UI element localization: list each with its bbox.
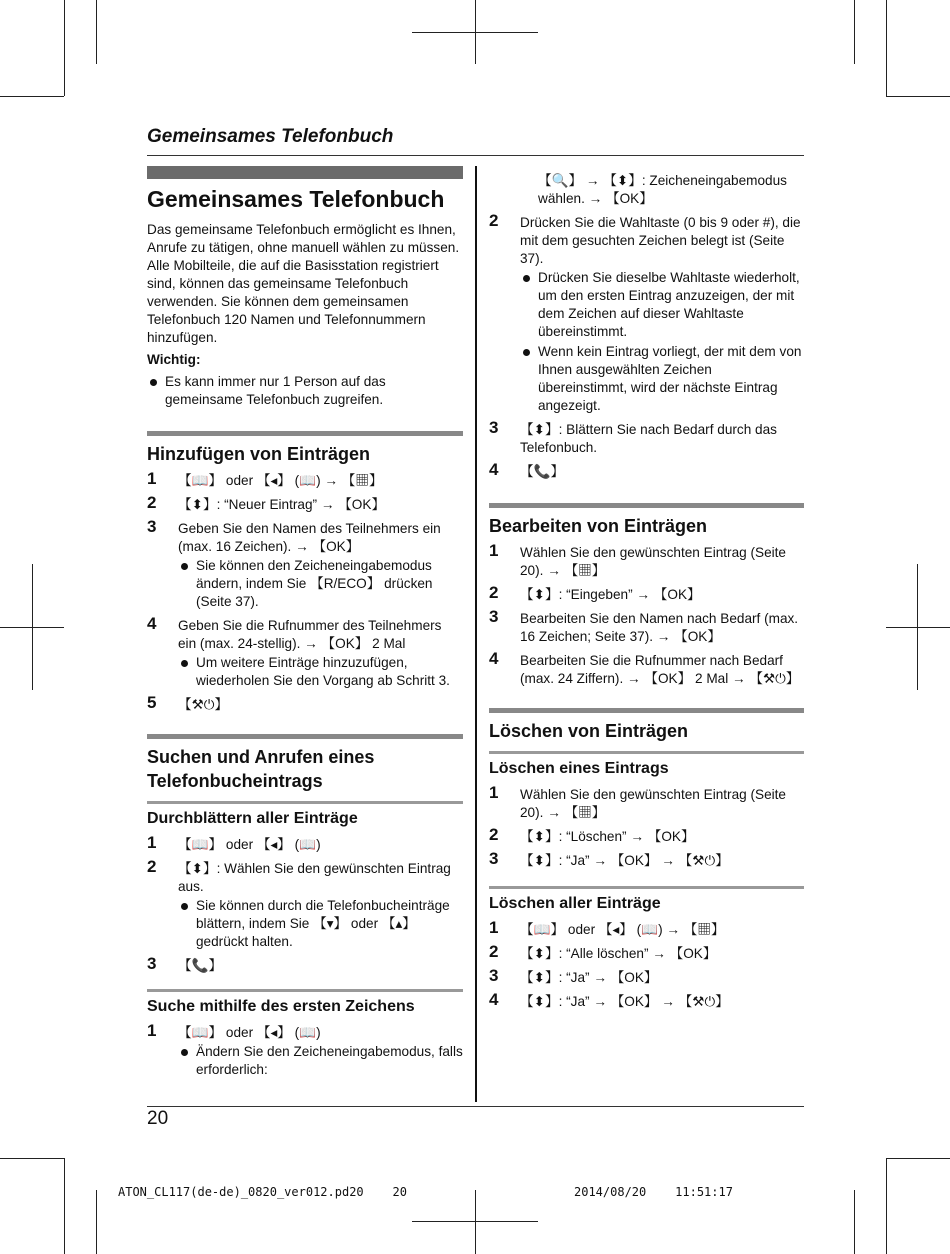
delete-one-heading: Löschen eines Eintrags	[489, 751, 804, 780]
intro-text: Das gemeinsame Telefonbuch ermöglicht es Ihnen, Anrufe zu tätigen, ohne manuell wählen zu müssen. Alle Mobilteile, die auf die Basisstation registriert sind, können das gemeinsame Telefonbuch verwenden. Sie können dem gemeinsamen Telefonbuch 120 Namen und Telefonnummern hinzufügen.	[147, 222, 460, 345]
running-header: Gemeinsames Telefonbuch	[147, 126, 394, 147]
crop-mark	[0, 1158, 64, 1159]
browse-step-1: 1 【📖】 oder 【◂】 (📖)	[147, 833, 321, 852]
footer-rule	[147, 1106, 804, 1107]
add-heading: Hinzufügen von Einträgen	[147, 431, 463, 466]
crop-mark	[412, 32, 538, 33]
step-text: 【📖】 oder 【◂】 (📖)	[178, 1025, 321, 1040]
edit-step-4: 4 Bearbeiten Sie die Rufnummer nach Bedarf (max. 24 Ziffern). → 【OK】 2 Mal → 【⚒⏻】	[489, 649, 800, 686]
crop-mark	[0, 96, 64, 97]
step-text: 【📖】 oder 【◂】 (📖) → 【▦】	[520, 922, 725, 937]
crop-mark	[886, 96, 950, 97]
step-text: 【⬍】: “Alle löschen” → 【OK】	[520, 946, 717, 961]
title-bar	[147, 166, 463, 179]
crop-mark	[475, 1190, 476, 1254]
first-step-1: 1 【📖】 oder 【◂】 (📖) Ändern Sie den Zeicheneingabemodus, falls erforderlich:	[147, 1021, 463, 1077]
step-text: 【⬍】: “Ja” → 【OK】 → 【⚒⏻】	[520, 994, 729, 1009]
first-step-2-note-a: Drücken Sie dieselbe Wahltaste wiederholt, um den ersten Eintrag anzuzeigen, der mit dem Zeichen auf dieser Wahltaste übereinstimmt.	[520, 269, 804, 341]
step-text: Wählen Sie den gewünschten Eintrag (Seite 20). → 【▦】	[520, 787, 786, 820]
step-text: 【📞】	[178, 958, 223, 973]
step-text: 【⚒⏻】	[178, 697, 229, 712]
step-text: Geben Sie den Namen des Teilnehmers ein (max. 16 Zeichen). → 【OK】	[178, 521, 441, 554]
print-info-left: ATON_CL117(de-de)_0820_ver012.pd20 20	[118, 1185, 407, 1199]
add-step-3-note: Sie können den Zeicheneingabemodus ändern, indem Sie 【R/ECO】 drücken (Seite 37).	[178, 557, 463, 611]
delete-step-3: 3 【⬍】: “Ja” → 【OK】 → 【⚒⏻】	[489, 849, 729, 868]
step-text: 【⬍】: Blättern Sie nach Bedarf durch das Telefonbuch.	[520, 422, 777, 455]
crop-mark	[886, 1158, 887, 1254]
browse-step-2: 2 【⬍】: Wählen Sie den gewünschten Eintrag aus. Sie können durch die Telefonbucheinträge blättern, indem Sie 【▾】 oder 【▴】 gedrückt halten.	[147, 860, 463, 951]
first-step-1-cont: 【🔍】 → 【⬍】: Zeicheneingabemodus wählen. → 【OK】	[538, 173, 787, 206]
crop-mark	[886, 627, 950, 628]
header-rule	[147, 155, 804, 156]
step-text: Bearbeiten Sie den Namen nach Bedarf (max. 16 Zeichen; Seite 37). → 【OK】	[520, 611, 799, 644]
browse-heading: Durchblättern aller Einträge	[147, 801, 463, 830]
step-text: Drücken Sie die Wahltaste (0 bis 9 oder #), die mit dem gesuchten Zeichen belegt ist (Seite 37).	[520, 215, 801, 266]
delete-all-step-4: 4 【⬍】: “Ja” → 【OK】 → 【⚒⏻】	[489, 990, 729, 1009]
step-text: 【📞】	[520, 464, 565, 479]
step-text: 【⬍】: “Neuer Eintrag” → 【OK】	[178, 497, 386, 512]
page-number: 20	[147, 1108, 169, 1129]
step-text: Bearbeiten Sie die Rufnummer nach Bedarf (max. 24 Ziffern). → 【OK】 2 Mal → 【⚒⏻】	[520, 653, 800, 686]
search-heading: Suchen und Anrufen eines Telefonbucheintrags	[147, 734, 463, 793]
crop-mark	[886, 1158, 950, 1159]
edit-step-3: 3 Bearbeiten Sie den Namen nach Bedarf (max. 16 Zeichen; Seite 37). → 【OK】	[489, 607, 799, 644]
crop-mark	[96, 1190, 97, 1254]
first-char-heading: Suche mithilfe des ersten Zeichens	[147, 989, 463, 1018]
right-column	[489, 166, 804, 1014]
crop-mark	[854, 1190, 855, 1254]
left-column	[147, 166, 463, 1082]
crop-mark	[64, 0, 65, 96]
step-text: 【⬍】: Wählen Sie den gewünschten Eintrag aus.	[178, 861, 451, 894]
page-title: Gemeinsames Telefonbuch	[147, 186, 445, 212]
edit-heading: Bearbeiten von Einträgen	[489, 503, 804, 538]
delete-all-step-1: 1 【📖】 oder 【◂】 (📖) → 【▦】	[489, 918, 725, 937]
step-text: Wählen Sie den gewünschten Eintrag (Seite 20). → 【▦】	[520, 545, 786, 578]
first-step-3: 3 【⬍】: Blättern Sie nach Bedarf durch das Telefonbuch.	[489, 418, 777, 455]
step-text: 【📖】 oder 【◂】 (📖)	[178, 837, 321, 852]
step-text: 【⬍】: “Ja” → 【OK】 → 【⚒⏻】	[520, 853, 729, 868]
crop-mark	[854, 0, 855, 64]
add-step-4-note: Um weitere Einträge hinzuzufügen, wiederholen Sie den Vorgang ab Schritt 3.	[178, 654, 463, 690]
browse-step-3: 3 【📞】	[147, 954, 223, 973]
important-label: Wichtig:	[147, 352, 201, 367]
crop-mark	[96, 0, 97, 64]
add-step-3: 3 Geben Sie den Namen des Teilnehmers ein (max. 16 Zeichen). → 【OK】 Sie können den Zeicheneingabemodus ändern, indem Sie 【R/ECO】 drücken (Seite 37).	[147, 520, 463, 611]
step-text: 【📖】 oder 【◂】 (📖) → 【▦】	[178, 473, 383, 488]
edit-step-2: 2 【⬍】: “Eingeben” → 【OK】	[489, 583, 701, 602]
step-text: 【⬍】: “Eingeben” → 【OK】	[520, 587, 701, 602]
delete-heading: Löschen von Einträgen	[489, 708, 804, 743]
browse-step-2-note: Sie können durch die Telefonbucheinträge blättern, indem Sie 【▾】 oder 【▴】 gedrückt halten.	[178, 897, 463, 951]
crop-mark	[412, 1221, 538, 1222]
add-step-2: 2 【⬍】: “Neuer Eintrag” → 【OK】	[147, 493, 386, 512]
add-step-5: 5 【⚒⏻】	[147, 693, 229, 712]
first-step-1-note: Ändern Sie den Zeicheneingabemodus, falls erforderlich:	[178, 1043, 463, 1079]
delete-step-1: 1 Wählen Sie den gewünschten Eintrag (Seite 20). → 【▦】	[489, 783, 786, 820]
delete-all-step-2: 2 【⬍】: “Alle löschen” → 【OK】	[489, 942, 717, 961]
first-step-2: 2 Drücken Sie die Wahltaste (0 bis 9 oder #), die mit dem gesuchten Zeichen belegt ist (Seite 37). Drücken Sie dieselbe Wahltaste wiederholt, um den ersten Eintrag anzuzeigen, der mit dem Zeichen auf dieser Wahltaste übereinstimmt. Wenn kein Eintrag vorliegt, der mit dem von Ihnen ausgewählten Zeichen übereinstimmt, wird der nächste Eintrag angezeigt.	[489, 214, 804, 415]
first-step-2-note-b: Wenn kein Eintrag vorliegt, der mit dem von Ihnen ausgewählten Zeichen übereinstimmt, wird der nächste Eintrag angezeigt.	[520, 343, 804, 415]
crop-mark	[32, 564, 33, 690]
crop-mark	[886, 0, 887, 96]
delete-all-step-3: 3 【⬍】: “Ja” → 【OK】	[489, 966, 658, 985]
add-step-4: 4 Geben Sie die Rufnummer des Teilnehmers ein (max. 24-stellig). → 【OK】 2 Mal Um weitere Einträge hinzuzufügen, wiederholen Sie den Vorgang ab Schritt 3.	[147, 617, 463, 690]
add-step-1: 1 【📖】 oder 【◂】 (📖) → 【▦】	[147, 469, 383, 488]
step-text: Geben Sie die Rufnummer des Teilnehmers ein (max. 24-stellig). → 【OK】 2 Mal	[178, 618, 442, 651]
crop-mark	[64, 1158, 65, 1254]
crop-mark	[917, 564, 918, 690]
step-text: 【⬍】: “Ja” → 【OK】	[520, 970, 658, 985]
column-divider	[475, 166, 477, 1102]
print-info-right: 2014/08/20 11:51:17	[574, 1185, 733, 1199]
important-bullet: Es kann immer nur 1 Person auf das gemeinsame Telefonbuch zugreifen.	[147, 373, 463, 409]
delete-step-2: 2 【⬍】: “Löschen” → 【OK】	[489, 825, 695, 844]
delete-all-heading: Löschen aller Einträge	[489, 886, 804, 915]
edit-step-1: 1 Wählen Sie den gewünschten Eintrag (Seite 20). → 【▦】	[489, 541, 786, 578]
step-text: 【⬍】: “Löschen” → 【OK】	[520, 829, 695, 844]
first-step-4: 4 【📞】	[489, 460, 565, 479]
